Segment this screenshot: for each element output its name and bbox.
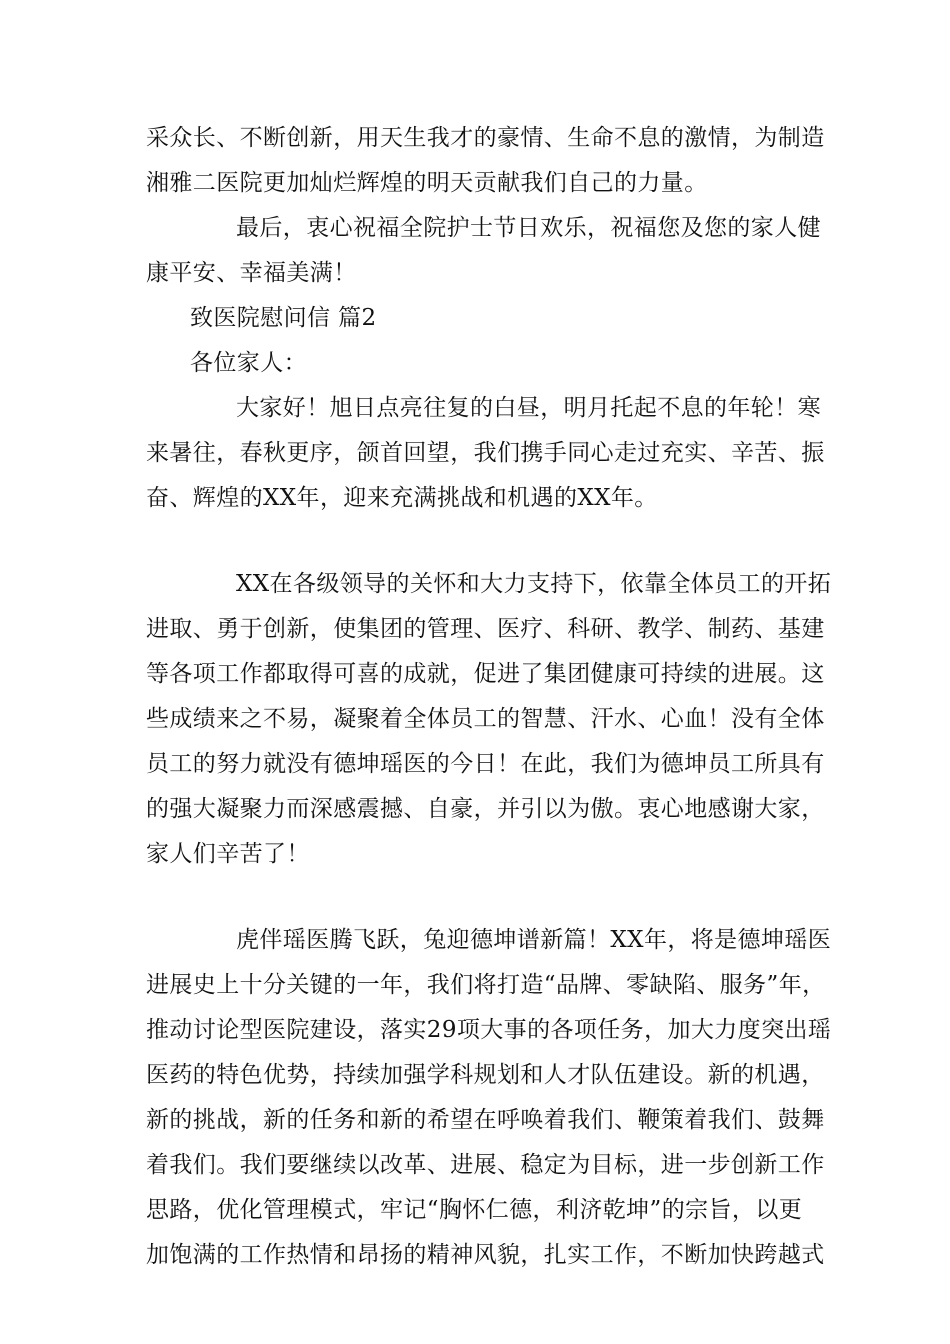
paragraph-1: [146, 386, 825, 521]
paragraph-3: [146, 918, 832, 1278]
paragraph-closing-a: [146, 116, 825, 206]
text-line: 康平安、幸福美满！: [146, 260, 357, 286]
text-line: 家人们辛苦了！: [146, 841, 310, 867]
text-line: 进展史上十分关键的一年，我们将打造“品牌、零缺陷、服务”年，: [146, 972, 826, 998]
text-line: 大家好！旭日点亮往复的白昼，明月托起不息的年轮！寒: [236, 395, 821, 421]
text-line: 湘雅二医院更加灿烂辉煌的明天贡献我们自己的力量。: [146, 170, 708, 196]
text-line: 医药的特色优势，持续加强学科规划和人才队伍建设。新的机遇，: [146, 1062, 825, 1088]
text-line: 推动讨论型医院建设，落实29项大事的各项任务，加大力度突出瑶: [146, 1017, 832, 1043]
text-line: 员工的努力就没有德坤瑶医的今日！在此，我们为德坤员工所具有: [146, 751, 825, 777]
text-line: XX在各级领导的关怀和大力支持下，依靠全体员工的开拓: [236, 571, 832, 597]
section-title: 致医院慰问信 篇2: [190, 305, 377, 331]
text-line: 些成绩来之不易，凝聚着全体员工的智慧、汗水、心血！没有全体: [146, 706, 825, 732]
text-line: 的强大凝聚力而深感震撼、自豪，并引以为傲。衷心地感谢大家，: [146, 796, 825, 822]
text-line: 虎伴瑶医腾飞跃，兔迎德坤谱新篇！XX年，将是德坤瑶医: [236, 927, 832, 953]
text-line: 等各项工作都取得可喜的成就，促进了集团健康可持续的进展。这: [146, 661, 825, 687]
text-line: 进取、勇于创新，使集团的管理、医疗、科研、教学、制药、基建: [146, 616, 825, 642]
paragraph-closing-b: [146, 206, 821, 296]
text-line: 最后，衷心祝福全院护士节日欢乐，祝福您及您的家人健: [236, 215, 821, 241]
salutation: 各位家人：: [190, 350, 307, 376]
text-line: 加饱满的工作热情和昂扬的精神风貌，扎实工作，不断加快跨越式: [146, 1242, 825, 1268]
text-line: 思路，优化管理模式，牢记“胸怀仁德，利济乾坤”的宗旨，以更: [146, 1197, 803, 1223]
document-page: [146, 116, 832, 1278]
text-line: 新的挑战，新的任务和新的希望在呼唤着我们、鞭策着我们、鼓舞: [146, 1107, 825, 1133]
paragraph-2: [146, 562, 832, 877]
text-line: 奋、辉煌的XX年，迎来充满挑战和机遇的XX年。: [146, 485, 658, 511]
text-line: 采众长、不断创新，用天生我才的豪情、生命不息的激情，为制造: [146, 125, 825, 151]
text-line: 着我们。我们要继续以改革、进展、稳定为目标，进一步创新工作: [146, 1152, 825, 1178]
text-line: 来暑往，春秋更序，颌首回望，我们携手同心走过充实、辛苦、振: [146, 440, 825, 466]
paragraph-gap: [146, 877, 816, 918]
paragraph-gap: [146, 521, 816, 562]
